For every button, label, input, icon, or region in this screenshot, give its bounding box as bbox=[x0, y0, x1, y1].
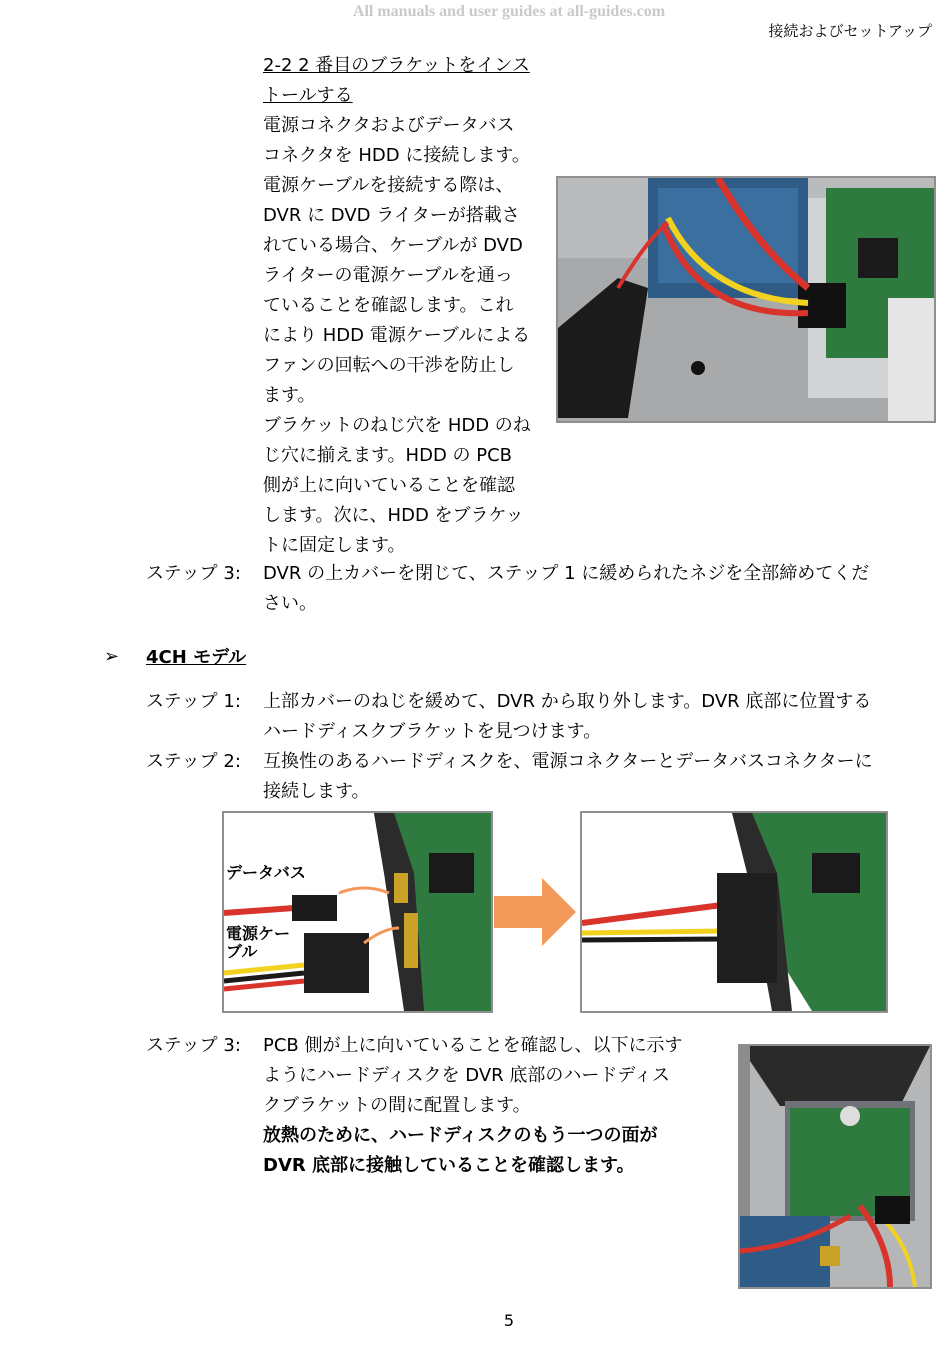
section-body-line: 電源ケーブルを接続する際は、 bbox=[263, 175, 514, 196]
connectors-plugged-photo bbox=[580, 811, 888, 1013]
step2-line2: 接続します。 bbox=[263, 781, 370, 802]
step1-text bbox=[263, 687, 943, 747]
step3-text bbox=[263, 1031, 733, 1181]
hdd-in-dvr-photo bbox=[738, 1044, 932, 1289]
arrow-right-icon bbox=[494, 878, 576, 946]
step3-first-line1: DVR の上カバーを閉じて、ステップ 1 に緩められたネジを全部締めてくだ bbox=[263, 563, 870, 584]
section-body-line: ていることを確認します。これ bbox=[263, 295, 514, 316]
label-power-line2: ブル bbox=[226, 942, 258, 961]
section-body-line: ライターの電源ケーブルを通っ bbox=[263, 265, 513, 286]
section-body-line: れている場合、ケーブルが DVD bbox=[263, 235, 523, 256]
step2-label: ステップ 2: bbox=[146, 751, 241, 772]
watermark: All manuals and user guides at all-guides.com bbox=[352, 3, 666, 20]
section-2-2 bbox=[263, 51, 563, 561]
section-body bbox=[263, 111, 563, 561]
label-power-cable bbox=[226, 925, 290, 961]
step3-lines bbox=[263, 1031, 733, 1121]
connectors-unplugged-photo bbox=[222, 811, 493, 1013]
step3-first-line2: さい。 bbox=[263, 593, 317, 614]
section-title-line1: 2-2 2 番目のブラケットをインス bbox=[263, 55, 530, 76]
label-power-line1: 電源ケー bbox=[226, 924, 291, 943]
arrowhead-bullet-icon: ➢ bbox=[104, 646, 120, 667]
section-body-line: DVR に DVD ライターが搭載さ bbox=[263, 205, 520, 226]
page-header: 接続およびセットアップ bbox=[768, 22, 932, 40]
step2-line1: 互換性のあるハードディスクを、電源コネクターとデータバスコネクターに bbox=[263, 751, 873, 772]
section-body-line: します。次に、HDD をブラケッ bbox=[263, 505, 524, 526]
step1-label: ステップ 1: bbox=[146, 691, 241, 712]
step3-bold-lines bbox=[263, 1121, 733, 1181]
section-body-line: コネクタを HDD に接続します。 bbox=[263, 145, 530, 166]
step1-line2: ハードディスクブラケットを見つけます。 bbox=[263, 721, 602, 742]
section-body-line: ます。 bbox=[263, 385, 316, 406]
model-4ch-title: 4CH モデル bbox=[146, 647, 247, 668]
step3-bold-line: DVR 底部に接触していることを確認します。 bbox=[263, 1155, 635, 1176]
step1-line1: 上部カバーのねじを緩めて、DVR から取り外します。DVR 底部に位置する bbox=[263, 691, 872, 712]
section-title-line2: トールする bbox=[263, 85, 353, 106]
dvr-interior-photo bbox=[556, 176, 936, 423]
section-body-line: トに固定します。 bbox=[263, 535, 406, 556]
section-body-line: 側が上に向いていることを確認 bbox=[263, 475, 515, 496]
step3-line: クブラケットの間に配置します。 bbox=[263, 1095, 531, 1116]
step3-bold-line: 放熱のために、ハードディスクのもう一つの面が bbox=[263, 1125, 658, 1146]
section-body-line: ファンの回転への干渉を防止し bbox=[263, 355, 515, 376]
section-body-line: 電源コネクタおよびデータバス bbox=[263, 115, 515, 136]
step3-first-text bbox=[263, 559, 943, 619]
label-databus: データバス bbox=[226, 863, 306, 882]
step3-line: PCB 側が上に向いていることを確認し、以下に示す bbox=[263, 1035, 683, 1056]
section-body-line: じ穴に揃えます。HDD の PCB bbox=[263, 445, 513, 466]
step3-label: ステップ 3: bbox=[146, 1035, 241, 1056]
page-number: 5 bbox=[503, 1311, 515, 1330]
section-body-line: ブラケットのねじ穴を HDD のね bbox=[263, 415, 531, 436]
step2-text bbox=[263, 747, 943, 807]
section-body-line: により HDD 電源ケーブルによる bbox=[263, 325, 531, 346]
step3-first-label: ステップ 3: bbox=[146, 563, 241, 584]
step3-line: ようにハードディスクを DVR 底部のハードディス bbox=[263, 1065, 670, 1086]
